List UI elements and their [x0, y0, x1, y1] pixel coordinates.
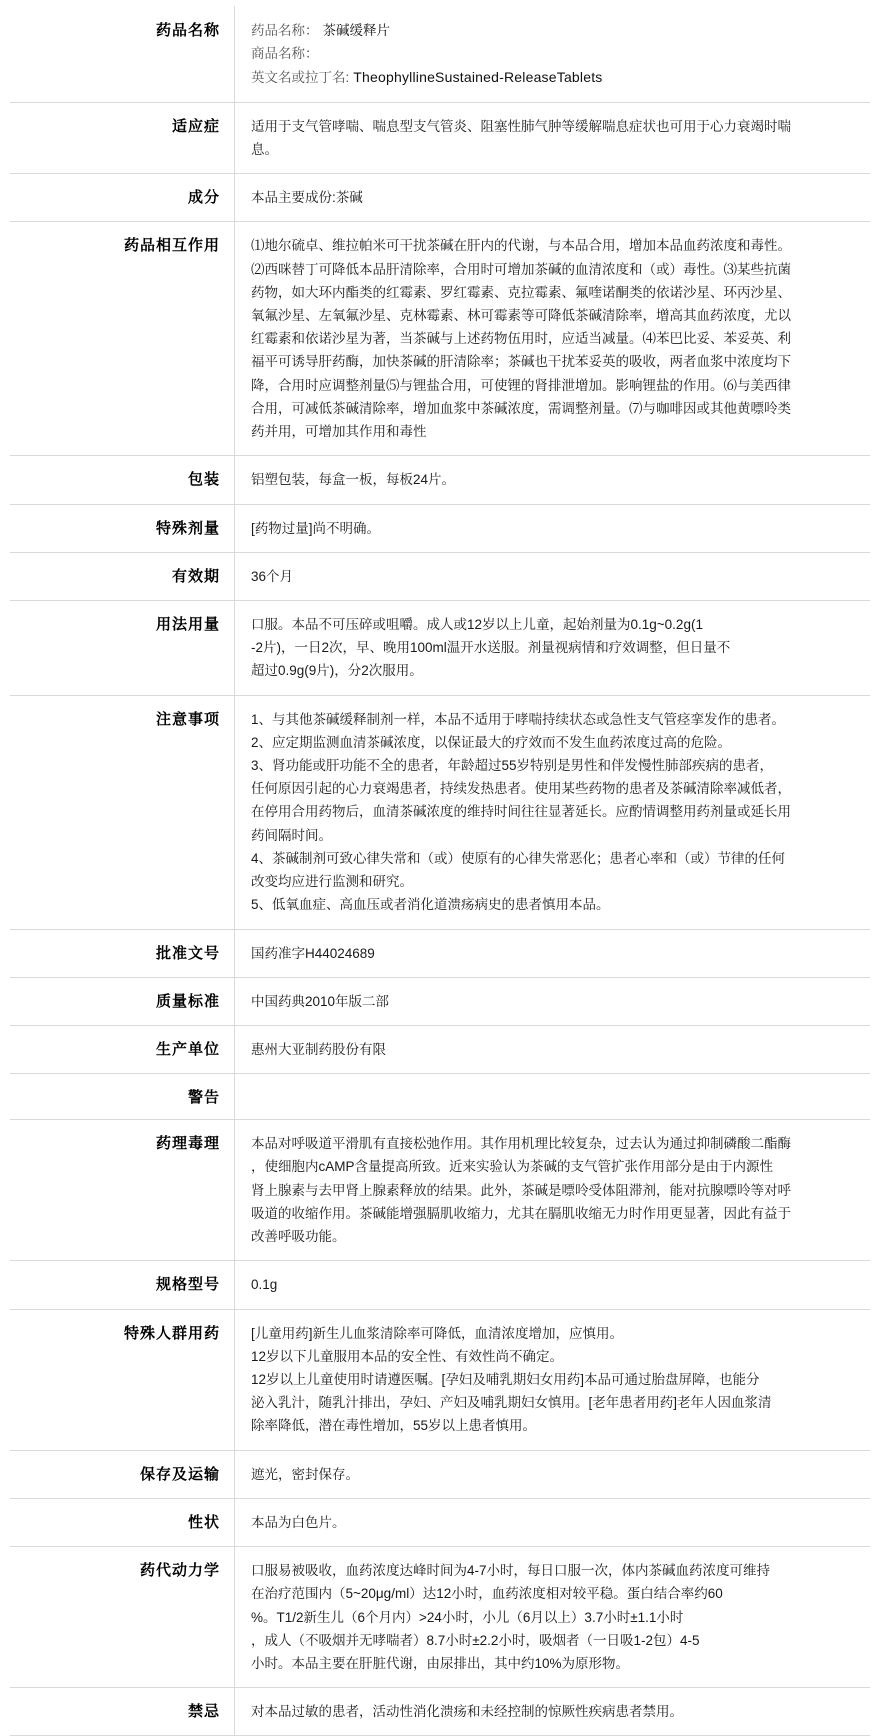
text-line: 对本品过敏的患者，活动性消化溃疡和未经控制的惊厥性疾病患者禁用。 — [251, 1704, 683, 1720]
name-field-key: 英文名或拉丁名: — [251, 70, 350, 86]
row-value-text — [251, 234, 860, 443]
row-value-text — [251, 517, 860, 540]
text-line: 红霉素和依诺沙星为著，当茶碱与上述药物伍用时，应适当减量。⑷苯巴比妥、苯妥英、利 — [251, 331, 791, 347]
text-line: 中国药典2010年版二部 — [251, 993, 390, 1009]
name-field-key: 药品名称： — [251, 23, 319, 38]
drug-info-table — [10, 6, 870, 1736]
table-row — [10, 222, 870, 456]
name-field-key: 商品名称： — [251, 46, 319, 62]
row-label: 禁忌 — [10, 1688, 235, 1736]
text-line: ⑵西咪替丁可降低本品肝清除率，合用时可增加茶碱的血清浓度和（或）毒性。⑶某些抗菌 — [251, 261, 791, 277]
name-field-value: 茶碱缓释片 — [322, 23, 390, 38]
text-line: 2、应定期监测血清茶碱浓度，以保证最大的疗效而不发生血药浓度过高的危险。 — [251, 734, 732, 750]
row-value — [235, 1309, 871, 1450]
row-value — [235, 504, 871, 552]
text-line: ，使细胞内cAMP含量提高所致。近来实验认为茶碱的支气管扩张作用部分是由于内源性 — [251, 1159, 774, 1175]
text-line: 惠州大亚制药股份有限 — [251, 1042, 386, 1057]
row-value — [235, 456, 871, 504]
row-label: 生产单位 — [10, 1026, 235, 1074]
row-label: 批准文号 — [10, 929, 235, 977]
row-value — [235, 1450, 871, 1498]
table-row — [10, 1498, 870, 1546]
row-value-text — [251, 1038, 860, 1061]
row-label: 注意事项 — [10, 695, 235, 929]
table-row — [10, 7, 870, 103]
table-row — [10, 1026, 870, 1074]
text-line: 小时。本品主要在肝脏代谢，由尿排出，其中约10%为原形物。 — [251, 1655, 630, 1671]
row-value-text — [251, 942, 860, 965]
row-value — [235, 7, 871, 103]
row-value-text — [251, 708, 860, 917]
text-line: ⑴地尔硫卓、维拉帕米可干扰茶碱在肝内的代谢，与本品合用，增加本品血药浓度和毒性。 — [251, 238, 791, 254]
table-row — [10, 102, 870, 173]
text-line: 遮光，密封保存。 — [251, 1466, 359, 1482]
row-value-text — [251, 1511, 860, 1534]
row-label: 药理毒理 — [10, 1120, 235, 1261]
table-row — [10, 504, 870, 552]
text-line: 0.1g — [251, 1277, 278, 1293]
text-line: 4、茶碱制剂可致心律失常和（或）使原有的心律失常恶化；患者心率和（或）节律的任何 — [251, 850, 786, 866]
table-row — [10, 1450, 870, 1498]
table-row — [10, 1074, 870, 1120]
text-line: ，成人（不吸烟并无哮喘者）8.7小时±2.2小时，吸烟者（一日吸1-2包）4-5 — [251, 1632, 700, 1648]
text-line: -2片)，一日2次，早、晚用100ml温开水送服。剂量视病情和疗效调整，但日量不 — [251, 640, 731, 656]
text-line: [儿童用药]新生儿血浆清除率可降低，血清浓度增加，应慎用。 — [251, 1325, 624, 1341]
row-label: 有效期 — [10, 552, 235, 600]
text-line: 降，合用时应调整剂量⑸与锂盐合用，可使锂的肾排泄增加。影响锂盐的作用。⑹与美西律 — [251, 377, 791, 393]
row-label: 用法用量 — [10, 600, 235, 695]
text-line: 在停用合用药物后，血清茶碱浓度的维持时间往往显著延长。应酌情调整用药剂量或延长用 — [251, 804, 791, 820]
row-value-text — [251, 1559, 860, 1675]
table-row — [10, 552, 870, 600]
row-value-text — [251, 613, 860, 683]
row-value — [235, 600, 871, 695]
row-value-text — [251, 468, 860, 491]
text-line: 肾上腺素与去甲肾上腺素释放的结果。此外，茶碱是嘌呤受体阻滞剂，能对抗腺嘌呤等对呼 — [251, 1182, 791, 1198]
row-value-text — [251, 1086, 860, 1104]
name-field — [251, 19, 860, 42]
row-label: 包装 — [10, 456, 235, 504]
row-value — [235, 1120, 871, 1261]
row-value — [235, 977, 871, 1025]
drug-info-table-body — [10, 7, 870, 1736]
text-line: 36个月 — [251, 568, 294, 584]
table-row — [10, 1261, 870, 1309]
text-line: 药并用，可增加其作用和毒性 — [251, 424, 427, 440]
row-label: 特殊剂量 — [10, 504, 235, 552]
table-row — [10, 1120, 870, 1261]
table-row — [10, 600, 870, 695]
name-field — [251, 65, 860, 89]
text-line: 息。 — [251, 141, 278, 157]
row-label: 成分 — [10, 174, 235, 222]
row-value — [235, 1547, 871, 1688]
text-line: 5、低氧血症、高血压或者消化道溃疡病史的患者慎用本品。 — [251, 897, 610, 913]
text-line: 在治疗范围内（5~20μg/ml）达12小时，血药浓度相对较平稳。蛋白结合率约60 — [251, 1586, 723, 1602]
row-label: 性状 — [10, 1498, 235, 1546]
text-line: [药物过量]尚不明确。 — [251, 520, 381, 536]
text-line — [251, 1086, 860, 1104]
text-line: 适用于支气管哮喘、喘息型支气管炎、阻塞性肺气肿等缓解喘息症状也可用于心力衰竭时喘 — [251, 118, 791, 134]
row-label: 特殊人群用药 — [10, 1309, 235, 1450]
text-line: 12岁以下儿童服用本品的安全性、有效性尚不确定。 — [251, 1348, 564, 1364]
row-value-text — [251, 1132, 860, 1248]
text-line: 12岁以上儿童使用时请遵医嘱。[孕妇及哺乳期妇女用药]本品可通过胎盘屏障，也能分 — [251, 1371, 760, 1387]
row-label: 警告 — [10, 1074, 235, 1120]
row-label: 药代动力学 — [10, 1547, 235, 1688]
name-field-value: TheophyllineSustained-ReleaseTablets — [353, 69, 603, 86]
text-line: 吸道的收缩作用。茶碱能增强膈肌收缩力，尤其在膈肌收缩无力时作用更显著，因此有益于 — [251, 1205, 791, 1221]
row-value — [235, 102, 871, 173]
table-row — [10, 695, 870, 929]
row-label: 药品相互作用 — [10, 222, 235, 456]
table-row — [10, 929, 870, 977]
text-line: 1、与其他茶碱缓释制剂一样，本品不适用于哮喘持续状态或急性支气管痉挛发作的患者。 — [251, 711, 786, 727]
row-value — [235, 1026, 871, 1074]
text-line: 口服易被吸收，血药浓度达峰时间为4-7小时，每日口服一次，体内茶碱血药浓度可维持 — [251, 1563, 771, 1579]
text-line: 3、肾功能或肝功能不全的患者，年龄超过55岁特别是男性和伴发慢性肺部疾病的患者， — [251, 758, 774, 774]
name-field — [251, 42, 860, 65]
row-value-text — [251, 990, 860, 1013]
row-label: 规格型号 — [10, 1261, 235, 1309]
text-line: 合用，可减低茶碱清除率，增加血浆中茶碱浓度，需调整剂量。⑺与咖啡因或其他黄嘌呤类 — [251, 400, 791, 416]
table-row — [10, 1547, 870, 1688]
text-line: 铝塑包装，每盒一板，每板24片。 — [251, 472, 456, 488]
text-line: 福平可诱导肝药酶，加快茶碱的肝清除率；茶碱也干扰苯妥英的吸收，两者血浆中浓度均下 — [251, 354, 791, 370]
text-line: 改善呼吸功能。 — [251, 1229, 346, 1245]
row-value — [235, 552, 871, 600]
row-value-text — [251, 565, 860, 588]
table-row — [10, 174, 870, 222]
row-value-text — [251, 1700, 860, 1723]
text-line: 药物，如大环内酯类的红霉素、罗红霉素、克拉霉素、氟喹诺酮类的依诺沙星、环丙沙星、 — [251, 284, 791, 300]
text-line: 改变均应进行监测和研究。 — [251, 874, 413, 890]
text-line: 氧氟沙星、左氧氟沙星、克林霉素、林可霉素等可降低茶碱清除率，增高其血药浓度，尤以 — [251, 307, 791, 323]
text-line: 本品对呼吸道平滑肌有直接松弛作用。其作用机理比较复杂，过去认为通过抑制磷酸二酯酶 — [251, 1136, 791, 1152]
row-value — [235, 174, 871, 222]
row-label: 保存及运输 — [10, 1450, 235, 1498]
row-value-text — [251, 1463, 860, 1486]
text-line: 任何原因引起的心力衰竭患者，持续发热患者。使用某些药物的患者及茶碱清除率减低者， — [251, 781, 791, 797]
text-line: 药间隔时间。 — [251, 827, 332, 843]
text-line: 除率降低，潜在毒性增加，55岁以上患者慎用。 — [251, 1418, 537, 1434]
row-label: 质量标准 — [10, 977, 235, 1025]
text-line: 泌入乳汁，随乳汁排出，孕妇、产妇及哺乳期妇女慎用。[老年患者用药]老年人因血浆清 — [251, 1395, 772, 1411]
row-value — [235, 222, 871, 456]
row-value — [235, 1074, 871, 1120]
text-line: 本品为白色片。 — [251, 1514, 346, 1530]
row-value — [235, 1261, 871, 1309]
text-line: 超过0.9g(9片)，分2次服用。 — [251, 663, 423, 679]
row-value-text — [251, 115, 860, 161]
table-row — [10, 456, 870, 504]
table-row — [10, 1688, 870, 1736]
row-value — [235, 929, 871, 977]
row-label: 适应症 — [10, 102, 235, 173]
row-value-text — [251, 186, 860, 209]
row-label: 药品名称 — [10, 7, 235, 103]
table-row — [10, 977, 870, 1025]
row-value — [235, 1498, 871, 1546]
row-value-text — [251, 1322, 860, 1438]
text-line: 国药准字H44024689 — [251, 945, 375, 961]
table-row — [10, 1309, 870, 1450]
row-value — [235, 1688, 871, 1736]
text-line: %。T1/2新生儿（6个月内）>24小时，小儿（6月以上）3.7小时±1.1小时 — [251, 1609, 684, 1625]
row-value-text — [251, 1273, 860, 1296]
row-value — [235, 695, 871, 929]
text-line: 口服。本品不可压碎或咀嚼。成人或12岁以上儿童，起始剂量为0.1g~0.2g(1 — [251, 616, 703, 632]
text-line: 本品主要成份:茶碱 — [251, 190, 363, 206]
